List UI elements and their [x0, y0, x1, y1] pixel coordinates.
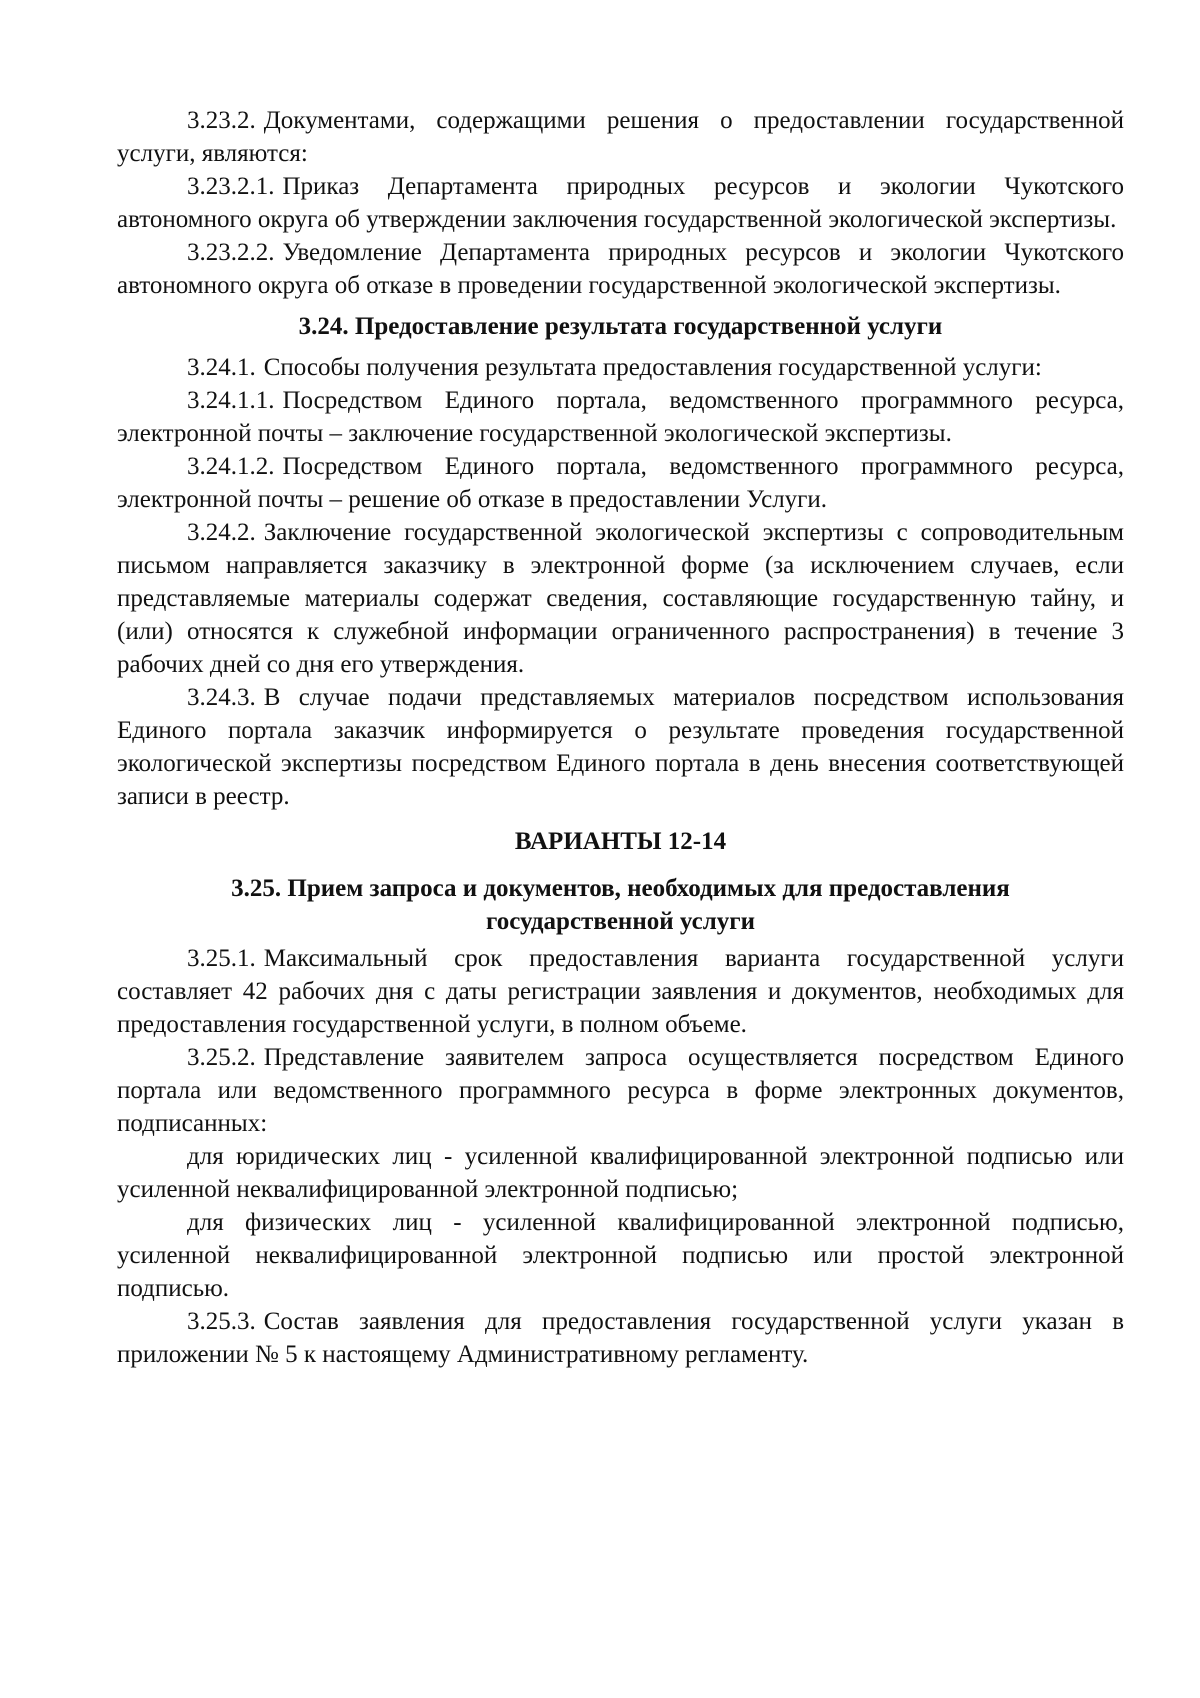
paragraph-3-24-1: [117, 351, 1124, 384]
paragraph-3-23-2-1: [117, 170, 1124, 236]
paragraph-text: Состав заявления для предоставления государственной услуги указан в приложении № 5 к настоящему Административному регламенту.: [117, 1308, 1124, 1368]
paragraph-3-25-1: [117, 942, 1124, 1041]
paragraph-3-24-1-1: [117, 384, 1124, 450]
paragraph-3-24-1-2: [117, 450, 1124, 516]
paragraph-3-23-2: [117, 104, 1124, 170]
paragraph-legal-entities: для юридических лиц - усиленной квалифицированной электронной подписью или усиленной неквалифицированной электронной подписью;: [117, 1143, 1124, 1203]
paragraph-text: Представление заявителем запроса осуществляется посредством Единого портала или ведомственного программного ресурса в форме электронных документов, подписанных:: [117, 1044, 1124, 1137]
paragraph-text: Посредством Единого портала, ведомственного программного ресурса, электронной почты – решение об отказе в предоставлении Услуги.: [117, 453, 1124, 513]
paragraph-number: 3.24.1.: [187, 354, 256, 381]
section-heading-line: государственной услуги: [485, 908, 756, 935]
paragraph-number: 3.24.1.2.: [187, 453, 275, 480]
paragraph-3-24-2: [117, 516, 1124, 681]
paragraph-number: 3.24.2.: [187, 519, 256, 546]
paragraph-number: 3.24.1.1.: [187, 387, 275, 414]
paragraph-text: Максимальный срок предоставления варианта государственной услуги составляет 42 рабочих дня с даты регистрации заявления и документов, необходимых для предоставления государственной услуги, в полном объеме.: [117, 945, 1124, 1038]
paragraph-text: Приказ Департамента природных ресурсов и экологии Чукотского автономного округа об утверждении заключения государственной экологической экспертизы.: [117, 173, 1124, 233]
paragraph-individuals: для физических лиц - усиленной квалифицированной электронной подписью, усиленной неквалифицированной электронной подписью или простой электронной подписью.: [117, 1209, 1124, 1302]
paragraph-3-24-3: [117, 681, 1124, 813]
paragraph-number: 3.25.1.: [187, 945, 256, 972]
paragraph-text: Посредством Единого портала, ведомственного программного ресурса, электронной почты – заключение государственной экологической экспертизы.: [117, 387, 1124, 447]
paragraph-3-25-3: [117, 1305, 1124, 1371]
paragraph-text: Заключение государственной экологической экспертизы с сопроводительным письмом направляется заказчику в электронной форме (за исключением случаев, если представляемые материалы содержат сведения, составляющие государственную тайну, и (или) относятся к служебной информации ограниченного распространения) в течение 3 рабочих дней со дня его утверждения.: [117, 519, 1124, 678]
paragraph-text: В случае подачи представляемых материалов посредством использования Единого портала заказчик информируется о результате проведения государственной экологической экспертизы посредством Единого портала в день внесения соответствующей записи в реестр.: [117, 684, 1124, 810]
paragraph-number: 3.23.2.2.: [187, 239, 275, 266]
paragraph-3-25-2: [117, 1041, 1124, 1140]
paragraph-number: 3.25.3.: [187, 1308, 256, 1335]
document-page: [117, 104, 1124, 1371]
paragraph-3-23-2-2: [117, 236, 1124, 302]
section-heading-3-25: [117, 872, 1124, 938]
paragraph-text: Уведомление Департамента природных ресурсов и экологии Чукотского автономного округа об отказе в проведении государственной экологической экспертизы.: [117, 239, 1124, 299]
paragraph-text: Документами, содержащими решения о предоставлении государственной услуги, являются:: [117, 107, 1124, 167]
variants-heading: ВАРИАНТЫ 12-14: [514, 828, 727, 855]
section-heading-3-24: 3.24. Предоставление результата государственной услуги: [298, 313, 943, 340]
section-heading-line: 3.25. Прием запроса и документов, необходимых для предоставления: [231, 875, 1010, 902]
paragraph-text: Способы получения результата предоставления государственной услуги:: [263, 354, 1042, 381]
paragraph-number: 3.25.2.: [187, 1044, 256, 1071]
paragraph-number: 3.24.3.: [187, 684, 256, 711]
paragraph-number: 3.23.2.: [187, 107, 256, 134]
paragraph-number: 3.23.2.1.: [187, 173, 275, 200]
